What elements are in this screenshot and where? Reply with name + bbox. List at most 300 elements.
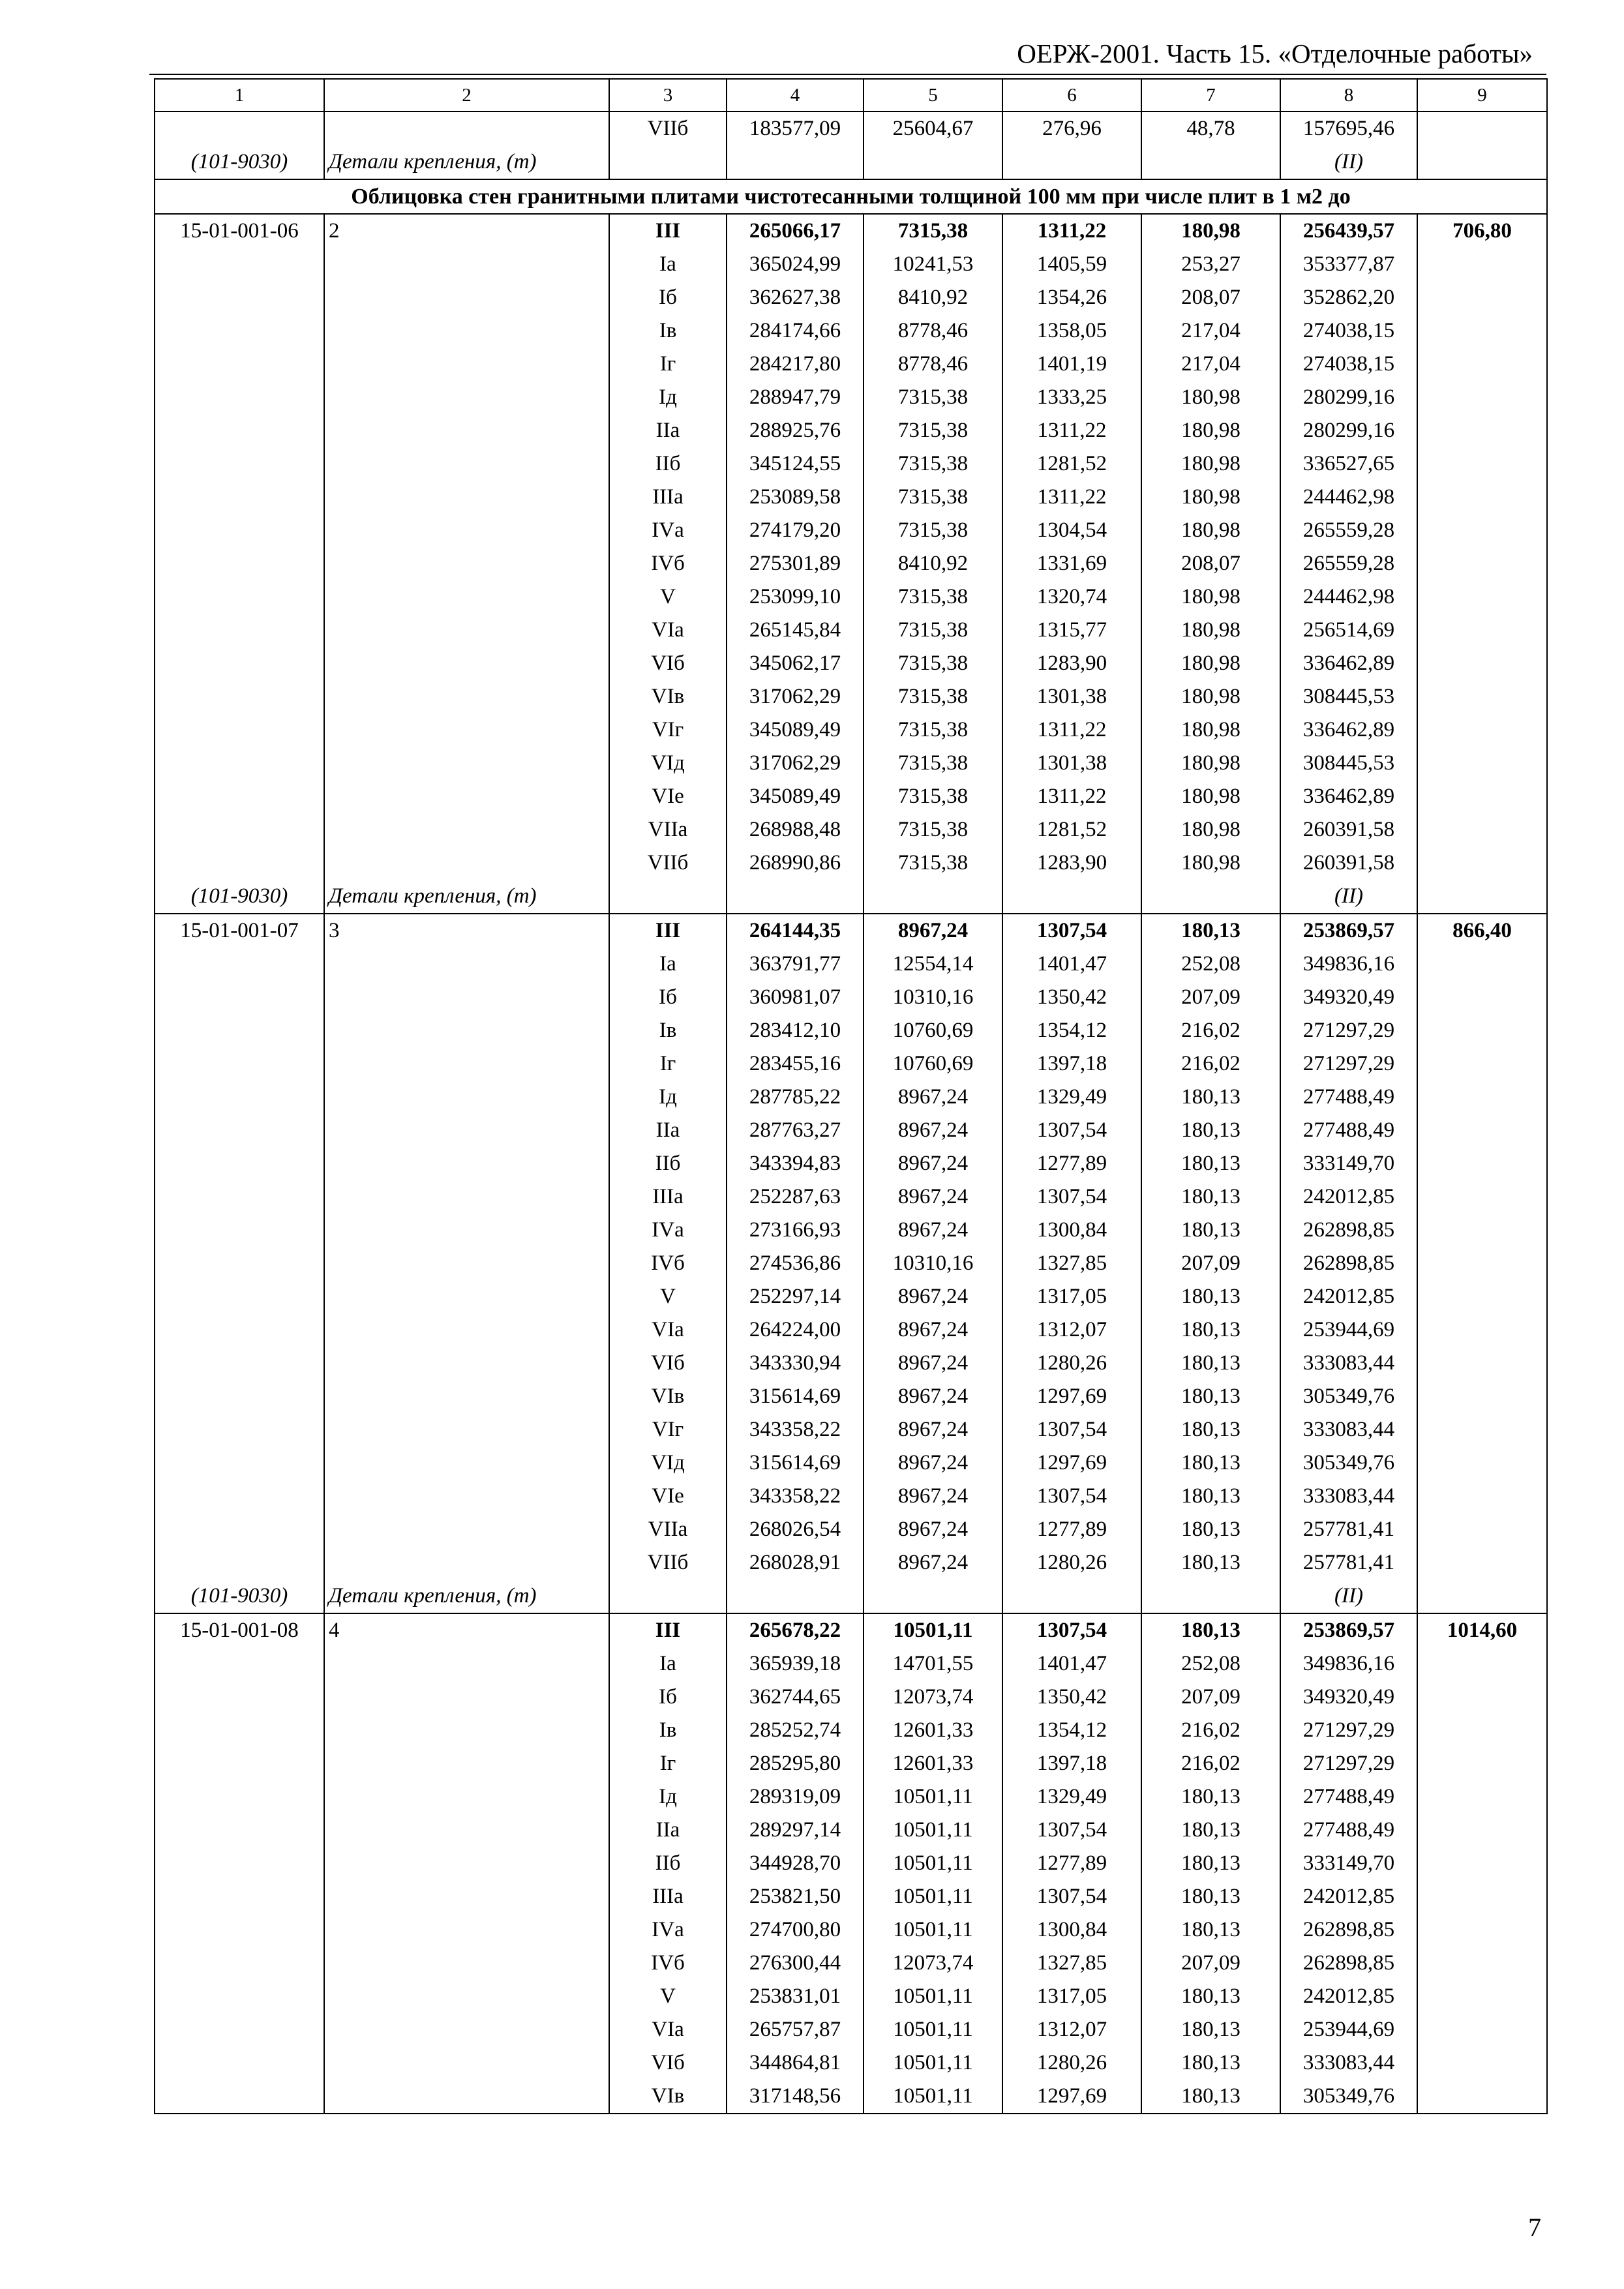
- cell-description: [324, 2046, 609, 2080]
- cell-materials: 260391,58: [1280, 846, 1417, 880]
- cell-code: [155, 1681, 324, 1714]
- cell-region: III: [609, 1613, 727, 1647]
- cell-region: Iа: [609, 248, 727, 281]
- cell-materials: 242012,85: [1280, 1180, 1417, 1214]
- cell-materials: 262898,85: [1280, 1214, 1417, 1247]
- section-title: Облицовка стен гранитными плитами чистотесанными толщиной 100 мм при числе плит в 1 м2 до: [155, 179, 1547, 214]
- cell-total-cost: 317062,29: [727, 747, 864, 780]
- cell-machinist-wages: 180,13: [1141, 1480, 1280, 1513]
- cell-machines: [1002, 880, 1141, 914]
- cell-region: IVа: [609, 514, 727, 547]
- cell-wages: 7315,38: [864, 813, 1002, 846]
- table-row: [155, 1047, 1547, 1081]
- cell-region: Iа: [609, 948, 727, 981]
- cell-wages: 8967,24: [864, 1313, 1002, 1347]
- cell-code: [155, 1947, 324, 1980]
- cell-description: [324, 813, 609, 846]
- cell-description: [324, 481, 609, 514]
- section-title-row: [155, 179, 1547, 214]
- cell-machines: 1301,38: [1002, 680, 1141, 713]
- cell-machinist-wages: 180,98: [1141, 846, 1280, 880]
- cell-labor-cost: [1417, 1913, 1547, 1947]
- cell-description: [324, 614, 609, 647]
- cell-materials: 280299,16: [1280, 381, 1417, 414]
- cell-wages: 8967,24: [864, 1147, 1002, 1180]
- cell-total-cost: 315614,69: [727, 1446, 864, 1480]
- table-row: [155, 447, 1547, 481]
- cell-wages: 7315,38: [864, 580, 1002, 614]
- cell-wages: 25604,67: [864, 112, 1002, 145]
- cell-region: Iв: [609, 314, 727, 348]
- cell-labor-cost: [1417, 112, 1547, 145]
- cell-total-cost: 345089,49: [727, 780, 864, 813]
- cell-materials: 271297,29: [1280, 1047, 1417, 1081]
- column-number: 2: [324, 79, 609, 112]
- cell-labor-cost: [1417, 314, 1547, 348]
- cell-machines: 1280,26: [1002, 2046, 1141, 2080]
- cell-region: V: [609, 1280, 727, 1313]
- cell-machinist-wages: 180,13: [1141, 914, 1280, 948]
- cell-labor-cost: [1417, 248, 1547, 281]
- cell-machines: 1307,54: [1002, 1613, 1141, 1647]
- table-row: [155, 981, 1547, 1014]
- cell-machinist-wages: 180,13: [1141, 1380, 1280, 1413]
- cell-description: [324, 1114, 609, 1147]
- cell-labor-cost: [1417, 1681, 1547, 1714]
- cell-description: [324, 1147, 609, 1180]
- cell-machines: 1312,07: [1002, 1313, 1141, 1347]
- cell-region: [609, 145, 727, 179]
- cell-machinist-wages: 180,13: [1141, 1313, 1280, 1347]
- cell-machinist-wages: 207,09: [1141, 981, 1280, 1014]
- cell-machines: 1311,22: [1002, 414, 1141, 447]
- cell-code: [155, 647, 324, 680]
- cell-machinist-wages: 180,98: [1141, 780, 1280, 813]
- cell-machines: 1350,42: [1002, 1681, 1141, 1714]
- cell-description: [324, 1880, 609, 1913]
- cell-wages: 7315,38: [864, 447, 1002, 481]
- cell-region: Iг: [609, 348, 727, 381]
- table-row: [155, 1980, 1547, 2013]
- table-row: [155, 2013, 1547, 2046]
- cell-materials: 352862,20: [1280, 281, 1417, 314]
- cell-region: VIIб: [609, 1546, 727, 1579]
- cell-region: IIIа: [609, 481, 727, 514]
- cell-machines: 1281,52: [1002, 447, 1141, 481]
- cell-labor-cost: [1417, 680, 1547, 713]
- cell-machines: 1307,54: [1002, 1880, 1141, 1913]
- table-row: [155, 1147, 1547, 1180]
- cell-region: III: [609, 214, 727, 248]
- cell-description: [324, 780, 609, 813]
- cell-description: [324, 981, 609, 1014]
- cell-labor-cost: [1417, 780, 1547, 813]
- cell-machinist-wages: 180,13: [1141, 1413, 1280, 1446]
- cell-materials: 256439,57: [1280, 214, 1417, 248]
- cell-machines: 1307,54: [1002, 1114, 1141, 1147]
- cell-description: [324, 747, 609, 780]
- table-row: [155, 614, 1547, 647]
- cell-materials: 262898,85: [1280, 1947, 1417, 1980]
- cell-total-cost: 273166,93: [727, 1214, 864, 1247]
- cell-wages: 12601,33: [864, 1747, 1002, 1780]
- cell-machinist-wages: 253,27: [1141, 248, 1280, 281]
- cell-region: VIIа: [609, 813, 727, 846]
- cell-description: [324, 1180, 609, 1214]
- cell-labor-cost: [1417, 2013, 1547, 2046]
- cell-materials: 277488,49: [1280, 1114, 1417, 1147]
- cell-labor-cost: [1417, 1446, 1547, 1480]
- cell-machines: [1002, 145, 1141, 179]
- cell-labor-cost: [1417, 1347, 1547, 1380]
- table-row: [155, 314, 1547, 348]
- cell-wages: 10501,11: [864, 1980, 1002, 2013]
- cell-machinist-wages: 180,98: [1141, 713, 1280, 747]
- cell-code: [155, 780, 324, 813]
- cell-materials: 349836,16: [1280, 1647, 1417, 1681]
- cell-materials: 333083,44: [1280, 2046, 1417, 2080]
- cell-description: [324, 2013, 609, 2046]
- cell-machinist-wages: 180,13: [1141, 1280, 1280, 1313]
- cell-region: Iб: [609, 981, 727, 1014]
- cell-materials: 260391,58: [1280, 813, 1417, 846]
- cell-wages: 10501,11: [864, 1847, 1002, 1880]
- cell-machinist-wages: 180,98: [1141, 747, 1280, 780]
- cell-machines: 1329,49: [1002, 1780, 1141, 1814]
- cell-total-cost: 253099,10: [727, 580, 864, 614]
- cell-total-cost: 274179,20: [727, 514, 864, 547]
- cell-labor-cost: [1417, 1780, 1547, 1814]
- cell-machinist-wages: [1141, 145, 1280, 179]
- cell-wages: 10501,11: [864, 2013, 1002, 2046]
- cell-total-cost: 285252,74: [727, 1714, 864, 1747]
- cell-description: Детали крепления, (т): [324, 880, 609, 914]
- cell-labor-cost: [1417, 1747, 1547, 1780]
- table-row: [155, 214, 1547, 248]
- cell-wages: 7315,38: [864, 214, 1002, 248]
- cell-labor-cost: [1417, 747, 1547, 780]
- table-row: [155, 1280, 1547, 1313]
- cell-machines: 1350,42: [1002, 981, 1141, 1014]
- cell-code: [155, 1014, 324, 1047]
- cell-machinist-wages: 180,98: [1141, 381, 1280, 414]
- cell-labor-cost: [1417, 145, 1547, 179]
- cell-wages: 10501,11: [864, 1613, 1002, 1647]
- cell-description: [324, 281, 609, 314]
- cell-materials: 244462,98: [1280, 481, 1417, 514]
- cell-materials: 253944,69: [1280, 2013, 1417, 2046]
- cell-materials: 253869,57: [1280, 1613, 1417, 1647]
- cell-total-cost: 183577,09: [727, 112, 864, 145]
- cell-total-cost: 344928,70: [727, 1847, 864, 1880]
- table-row: [155, 1247, 1547, 1280]
- cell-total-cost: 268026,54: [727, 1513, 864, 1546]
- cell-code: (101-9030): [155, 1579, 324, 1613]
- cell-machinist-wages: 180,13: [1141, 1446, 1280, 1480]
- price-table: [154, 78, 1548, 2114]
- cell-machines: 1312,07: [1002, 2013, 1141, 2046]
- note-row: [155, 1579, 1547, 1613]
- cell-code: [155, 414, 324, 447]
- table-row: [155, 1114, 1547, 1147]
- cell-machines: 1311,22: [1002, 214, 1141, 248]
- cell-labor-cost: [1417, 348, 1547, 381]
- cell-wages: 12073,74: [864, 1681, 1002, 1714]
- cell-machinist-wages: 180,13: [1141, 1147, 1280, 1180]
- cell-code: 15-01-001-08: [155, 1613, 324, 1647]
- table-row: [155, 1913, 1547, 1947]
- cell-wages: 7315,38: [864, 381, 1002, 414]
- cell-total-cost: 365024,99: [727, 248, 864, 281]
- cell-labor-cost: 706,80: [1417, 214, 1547, 248]
- cell-machinist-wages: 180,98: [1141, 447, 1280, 481]
- cell-region: VIIб: [609, 112, 727, 145]
- cell-description: [324, 1947, 609, 1980]
- cell-total-cost: 287763,27: [727, 1114, 864, 1147]
- cell-labor-cost: [1417, 1014, 1547, 1047]
- cell-region: IVб: [609, 1247, 727, 1280]
- cell-machines: 1401,47: [1002, 1647, 1141, 1681]
- cell-code: [155, 481, 324, 514]
- cell-wages: 7315,38: [864, 846, 1002, 880]
- cell-machinist-wages: 217,04: [1141, 314, 1280, 348]
- cell-labor-cost: [1417, 414, 1547, 447]
- cell-labor-cost: [1417, 647, 1547, 680]
- cell-materials: 280299,16: [1280, 414, 1417, 447]
- cell-machinist-wages: 208,07: [1141, 547, 1280, 580]
- cell-wages: 7315,38: [864, 514, 1002, 547]
- table-row: [155, 1480, 1547, 1513]
- cell-code: [155, 1081, 324, 1114]
- cell-region: Iг: [609, 1047, 727, 1081]
- cell-description: [324, 1647, 609, 1681]
- cell-description: [324, 1446, 609, 1480]
- cell-labor-cost: [1417, 1579, 1547, 1613]
- cell-wages: [864, 145, 1002, 179]
- cell-machinist-wages: 217,04: [1141, 348, 1280, 381]
- cell-machines: 1317,05: [1002, 1280, 1141, 1313]
- cell-total-cost: 287785,22: [727, 1081, 864, 1114]
- cell-code: 15-01-001-06: [155, 214, 324, 248]
- cell-labor-cost: [1417, 1313, 1547, 1347]
- note-row: [155, 880, 1547, 914]
- table-row: [155, 1847, 1547, 1880]
- table-row: [155, 713, 1547, 747]
- cell-region: VIа: [609, 2013, 727, 2046]
- cell-description: 3: [324, 914, 609, 948]
- cell-code: [155, 381, 324, 414]
- cell-machines: 1307,54: [1002, 1180, 1141, 1214]
- cell-code: [155, 1280, 324, 1313]
- table-row: [155, 348, 1547, 381]
- cell-region: V: [609, 1980, 727, 2013]
- table-row: [155, 680, 1547, 713]
- cell-machines: 1277,89: [1002, 1847, 1141, 1880]
- cell-machines: 1280,26: [1002, 1546, 1141, 1579]
- cell-materials: 157695,46: [1280, 112, 1417, 145]
- cell-materials: 336462,89: [1280, 713, 1417, 747]
- table-row: [155, 481, 1547, 514]
- cell-code: [155, 2013, 324, 2046]
- cell-description: [324, 381, 609, 414]
- cell-machinist-wages: 180,13: [1141, 1814, 1280, 1847]
- cell-wages: 10310,16: [864, 981, 1002, 1014]
- cell-labor-cost: [1417, 1180, 1547, 1214]
- column-number: 3: [609, 79, 727, 112]
- cell-wages: 10501,11: [864, 1780, 1002, 1814]
- table-row: [155, 1546, 1547, 1579]
- cell-wages: 10501,11: [864, 2080, 1002, 2114]
- cell-labor-cost: [1417, 1081, 1547, 1114]
- cell-total-cost: 363791,77: [727, 948, 864, 981]
- cell-region: IIа: [609, 1114, 727, 1147]
- cell-machinist-wages: 180,13: [1141, 1613, 1280, 1647]
- cell-labor-cost: [1417, 614, 1547, 647]
- cell-labor-cost: [1417, 1814, 1547, 1847]
- cell-wages: 12554,14: [864, 948, 1002, 981]
- cell-labor-cost: [1417, 1214, 1547, 1247]
- cell-description: Детали крепления, (т): [324, 145, 609, 179]
- cell-materials: 277488,49: [1280, 1780, 1417, 1814]
- cell-total-cost: 274536,86: [727, 1247, 864, 1280]
- cell-total-cost: 265757,87: [727, 2013, 864, 2046]
- cell-total-cost: 265066,17: [727, 214, 864, 248]
- column-number: 7: [1141, 79, 1280, 112]
- cell-materials: 277488,49: [1280, 1081, 1417, 1114]
- cell-description: [324, 1814, 609, 1847]
- cell-machines: 1327,85: [1002, 1947, 1141, 1980]
- cell-region: V: [609, 580, 727, 614]
- cell-materials: 308445,53: [1280, 747, 1417, 780]
- cell-machinist-wages: 180,13: [1141, 1214, 1280, 1247]
- page-number: 7: [1528, 2213, 1541, 2242]
- cell-total-cost: 284217,80: [727, 348, 864, 381]
- cell-region: Iв: [609, 1014, 727, 1047]
- cell-machinist-wages: 180,13: [1141, 1347, 1280, 1380]
- cell-total-cost: [727, 1579, 864, 1613]
- cell-description: [324, 2080, 609, 2114]
- cell-machines: 1307,54: [1002, 914, 1141, 948]
- cell-machinist-wages: 216,02: [1141, 1747, 1280, 1780]
- cell-machinist-wages: 207,09: [1141, 1247, 1280, 1280]
- table-row: [155, 780, 1547, 813]
- cell-materials: 274038,15: [1280, 348, 1417, 381]
- table-row: [155, 1747, 1547, 1780]
- cell-description: [324, 1847, 609, 1880]
- cell-wages: 8967,24: [864, 1380, 1002, 1413]
- cell-description: [324, 1247, 609, 1280]
- cell-total-cost: [727, 145, 864, 179]
- cell-total-cost: 315614,69: [727, 1380, 864, 1413]
- cell-code: [155, 1114, 324, 1147]
- cell-wages: 7315,38: [864, 747, 1002, 780]
- cell-machinist-wages: 180,98: [1141, 481, 1280, 514]
- cell-wages: 10760,69: [864, 1014, 1002, 1047]
- cell-region: IIа: [609, 1814, 727, 1847]
- cell-code: [155, 1747, 324, 1780]
- cell-description: [324, 1280, 609, 1313]
- cell-labor-cost: [1417, 813, 1547, 846]
- cell-code: [155, 747, 324, 780]
- cell-labor-cost: [1417, 1546, 1547, 1579]
- cell-machinist-wages: 180,13: [1141, 1180, 1280, 1214]
- cell-region: Iд: [609, 381, 727, 414]
- cell-region: III: [609, 914, 727, 948]
- cell-description: [324, 647, 609, 680]
- cell-region: VIIа: [609, 1513, 727, 1546]
- cell-machines: 1300,84: [1002, 1214, 1141, 1247]
- cell-code: [155, 1814, 324, 1847]
- column-number: 9: [1417, 79, 1547, 112]
- table-row: [155, 1947, 1547, 1980]
- cell-region: Iв: [609, 1714, 727, 1747]
- cell-total-cost: 344864,81: [727, 2046, 864, 2080]
- cell-total-cost: 343394,83: [727, 1147, 864, 1180]
- cell-region: IVб: [609, 547, 727, 580]
- column-number-row: [155, 79, 1547, 112]
- column-number: 5: [864, 79, 1002, 112]
- cell-region: VIг: [609, 1413, 727, 1446]
- cell-machines: 1331,69: [1002, 547, 1141, 580]
- cell-machines: 1277,89: [1002, 1147, 1141, 1180]
- cell-materials: 242012,85: [1280, 1980, 1417, 2013]
- cell-total-cost: [727, 880, 864, 914]
- cell-total-cost: 289319,09: [727, 1780, 864, 1814]
- cell-total-cost: 268990,86: [727, 846, 864, 880]
- cell-description: [324, 1014, 609, 1047]
- cell-code: [155, 1047, 324, 1081]
- cell-description: [324, 846, 609, 880]
- cell-materials: 257781,41: [1280, 1546, 1417, 1579]
- cell-machines: 1401,19: [1002, 348, 1141, 381]
- cell-materials: 265559,28: [1280, 547, 1417, 580]
- cell-labor-cost: [1417, 1380, 1547, 1413]
- cell-code: [155, 1913, 324, 1947]
- cell-region: IIIа: [609, 1880, 727, 1913]
- cell-region: Iд: [609, 1780, 727, 1814]
- cell-code: [155, 1147, 324, 1180]
- cell-materials: 271297,29: [1280, 1747, 1417, 1780]
- column-number: 1: [155, 79, 324, 112]
- cell-wages: 7315,38: [864, 614, 1002, 647]
- cell-region: VIа: [609, 614, 727, 647]
- cell-code: (101-9030): [155, 145, 324, 179]
- cell-wages: 12073,74: [864, 1947, 1002, 1980]
- cell-region: IIIа: [609, 1180, 727, 1214]
- cell-code: [155, 1847, 324, 1880]
- cell-machinist-wages: 252,08: [1141, 1647, 1280, 1681]
- cell-machinist-wages: 180,13: [1141, 2080, 1280, 2114]
- note-row: [155, 145, 1547, 179]
- cell-labor-cost: [1417, 1413, 1547, 1446]
- cell-total-cost: 274700,80: [727, 1913, 864, 1947]
- cell-machinist-wages: 180,13: [1141, 1980, 1280, 2013]
- cell-description: [324, 348, 609, 381]
- cell-total-cost: 317062,29: [727, 680, 864, 713]
- cell-materials: 333149,70: [1280, 1147, 1417, 1180]
- cell-wages: 8967,24: [864, 1280, 1002, 1313]
- cell-total-cost: 253089,58: [727, 481, 864, 514]
- cell-total-cost: 345062,17: [727, 647, 864, 680]
- cell-description: [324, 514, 609, 547]
- table-row: [155, 2046, 1547, 2080]
- column-number: 4: [727, 79, 864, 112]
- cell-materials: 336527,65: [1280, 447, 1417, 481]
- cell-machines: 1405,59: [1002, 248, 1141, 281]
- cell-description: [324, 680, 609, 713]
- cell-region: Iб: [609, 281, 727, 314]
- cell-wages: 10310,16: [864, 1247, 1002, 1280]
